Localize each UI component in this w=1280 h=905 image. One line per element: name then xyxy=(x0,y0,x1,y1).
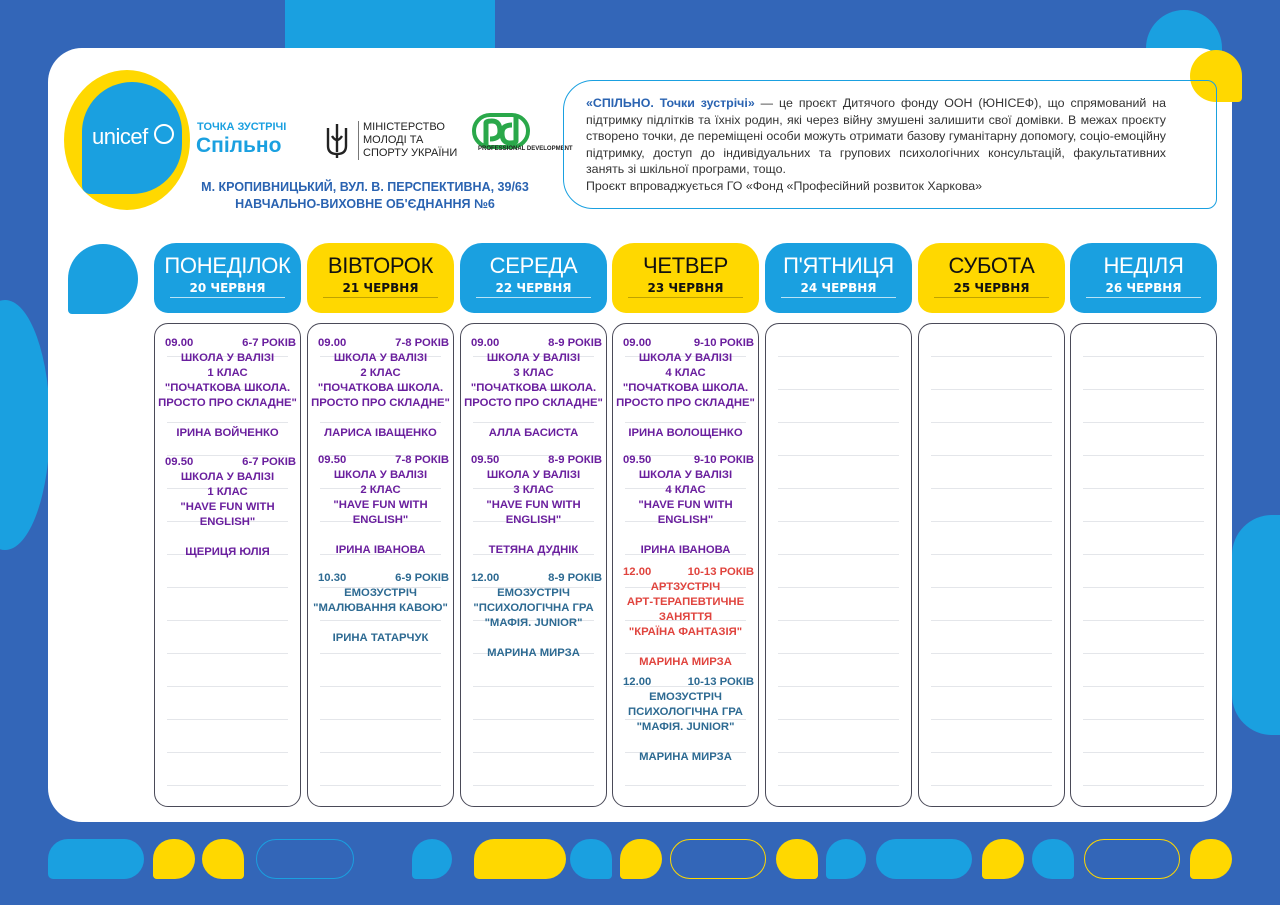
event-line: ENGLISH" xyxy=(199,516,256,528)
event-time: 12.00 xyxy=(471,572,500,584)
event-age: 6-9 РОКІВ xyxy=(395,572,449,584)
schedule-event xyxy=(613,675,758,765)
event-time-row xyxy=(155,455,300,470)
event-time-row xyxy=(461,453,606,468)
event-line: "ПОЧАТКОВА ШКОЛА. xyxy=(622,382,749,394)
event-line: "ПСИХОЛОГІЧНА ГРА xyxy=(473,602,594,614)
event-line: "ПОЧАТКОВА ШКОЛА. xyxy=(164,382,291,394)
event-line: АРТ-ТЕРАПЕВТИЧНЕ xyxy=(626,596,745,608)
event-line: ШКОЛА У ВАЛІЗІ xyxy=(180,352,275,364)
day-name: ЧЕТВЕР xyxy=(643,253,728,278)
event-age: 10-13 РОКІВ xyxy=(687,676,754,688)
day-date: 22 ЧЕРВНЯ xyxy=(476,281,591,298)
decor-left-bubble xyxy=(68,244,138,314)
project-implementer: Проєкт впроваджується ГО «Фонд «Професійний розвиток Харкова» xyxy=(586,178,983,193)
schedule-event xyxy=(308,453,453,558)
event-line: ШКОЛА У ВАЛІЗІ xyxy=(486,469,581,481)
decor-shape xyxy=(776,839,818,879)
schedule-event xyxy=(155,455,300,560)
event-time-row xyxy=(308,336,453,351)
event-time-row xyxy=(613,453,758,468)
event-line: "HAVE FUN WITH xyxy=(486,499,581,511)
decor-shape xyxy=(412,839,452,879)
event-line: 4 КЛАС xyxy=(665,484,706,496)
event-line: 2 КЛАС xyxy=(360,367,401,379)
event-teacher: ІРИНА ВОЙЧЕНКО xyxy=(176,427,279,439)
day-header xyxy=(307,243,454,313)
event-line: 3 КЛАС xyxy=(513,484,554,496)
day-column xyxy=(612,323,759,807)
schedule-event xyxy=(613,453,758,558)
schedule-event xyxy=(308,571,453,646)
event-line: ШКОЛА У ВАЛІЗІ xyxy=(180,471,275,483)
decor-shape xyxy=(48,839,144,879)
event-teacher: МАРИНА МИРЗА xyxy=(487,647,580,659)
event-teacher: ІРИНА ІВАНОВА xyxy=(335,544,426,556)
event-time-row xyxy=(308,571,453,586)
address-line-1: М. КРОПИВНИЦЬКИЙ, ВУЛ. В. ПЕРСПЕКТИВНА, 39/63 xyxy=(201,180,529,194)
unicef-logo-text: unicef xyxy=(92,124,148,149)
day-column xyxy=(765,323,912,807)
event-time-row xyxy=(155,336,300,351)
event-line: ENGLISH" xyxy=(657,514,714,526)
event-teacher: МАРИНА МИРЗА xyxy=(639,656,732,668)
event-line: "МАФІЯ. JUNIOR" xyxy=(636,721,735,733)
schedule-event xyxy=(613,565,758,670)
day-date: 20 ЧЕРВНЯ xyxy=(170,281,285,298)
event-line: ПРОСТО ПРО СКЛАДНЕ" xyxy=(158,397,297,409)
schedule-event xyxy=(461,453,606,558)
event-line: ПРОСТО ПРО СКЛАДНЕ" xyxy=(616,397,755,409)
event-line: ПРОСТО ПРО СКЛАДНЕ" xyxy=(311,397,450,409)
day-name: НЕДІЛЯ xyxy=(1103,253,1184,278)
day-name: ВІВТОРОК xyxy=(327,253,434,278)
event-line: "HAVE FUN WITH xyxy=(638,499,733,511)
event-line: ENGLISH" xyxy=(505,514,562,526)
event-teacher: МАРИНА МИРЗА xyxy=(639,751,732,763)
day-date: 25 ЧЕРВНЯ xyxy=(934,281,1049,298)
decor-top-blob xyxy=(285,0,495,50)
day-header xyxy=(612,243,759,313)
event-time-row xyxy=(461,571,606,586)
event-time: 09.50 xyxy=(318,454,347,466)
event-time-row xyxy=(461,336,606,351)
event-time-row xyxy=(613,336,758,351)
event-line: "КРАЇНА ФАНТАЗІЯ" xyxy=(628,626,743,638)
event-line: ПСИХОЛОГІЧНА ГРА xyxy=(628,706,743,718)
event-line: ШКОЛА У ВАЛІЗІ xyxy=(638,469,733,481)
decor-shape xyxy=(474,839,566,879)
project-description xyxy=(563,80,1217,209)
event-teacher: ТЕТЯНА ДУДНІК xyxy=(488,544,579,556)
day-header xyxy=(1070,243,1217,313)
event-line: ENGLISH" xyxy=(352,514,409,526)
event-line: "ПОЧАТКОВА ШКОЛА. xyxy=(470,382,597,394)
project-name: «СПІЛЬНО. Точки зустрічі» xyxy=(586,96,755,110)
event-line: ПРОСТО ПРО СКЛАДНЕ" xyxy=(464,397,603,409)
event-teacher: ІРИНА ВОЛОЩЕНКО xyxy=(628,427,743,439)
day-header xyxy=(154,243,301,313)
event-time: 09.00 xyxy=(471,337,500,349)
event-time: 09.50 xyxy=(471,454,500,466)
event-line: ЕМОЗУСТРІЧ xyxy=(497,587,570,599)
event-time-row xyxy=(613,565,758,580)
event-teacher: ІРИНА ІВАНОВА xyxy=(640,544,731,556)
event-line: ЕМОЗУСТРІЧ xyxy=(649,691,722,703)
day-name: СУБОТА xyxy=(948,253,1035,278)
decor-shape xyxy=(876,839,972,879)
event-line: ШКОЛА У ВАЛІЗІ xyxy=(638,352,733,364)
day-header xyxy=(460,243,607,313)
day-name: СЕРЕДА xyxy=(489,253,578,278)
event-line: ШКОЛА У ВАЛІЗІ xyxy=(333,469,428,481)
day-column xyxy=(918,323,1065,807)
event-time: 12.00 xyxy=(623,566,652,578)
decor-shape xyxy=(826,839,866,879)
event-line: ЗАНЯТТЯ xyxy=(658,611,713,623)
event-time-row xyxy=(308,453,453,468)
schedule-event xyxy=(461,571,606,661)
event-time: 09.00 xyxy=(623,337,652,349)
decor-shape xyxy=(982,839,1024,879)
event-line: АРТЗУСТРІЧ xyxy=(650,581,721,593)
event-time: 09.50 xyxy=(165,456,194,468)
event-line: 1 КЛАС xyxy=(207,367,248,379)
event-teacher: ЩЕРИЦЯ ЮЛІЯ xyxy=(185,546,270,558)
day-date: 24 ЧЕРВНЯ xyxy=(781,281,896,298)
event-line: "ПОЧАТКОВА ШКОЛА. xyxy=(317,382,444,394)
address-block xyxy=(190,179,540,213)
pd-logo-text: PROFESSIONAL DEVELOPMENT xyxy=(478,146,573,152)
day-date: 26 ЧЕРВНЯ xyxy=(1086,281,1201,298)
schedule-event xyxy=(461,336,606,441)
day-name: ПОНЕДІЛОК xyxy=(164,253,291,278)
event-age: 8-9 РОКІВ xyxy=(548,572,602,584)
decor-shape xyxy=(1032,839,1074,879)
event-teacher: АЛЛА БАСИСТА xyxy=(488,427,579,439)
brand-title: Спільно xyxy=(196,134,282,157)
event-age: 8-9 РОКІВ xyxy=(548,337,602,349)
day-header xyxy=(765,243,912,313)
decor-shape xyxy=(1084,839,1180,879)
decor-right-circle xyxy=(1232,515,1280,735)
event-line: 1 КЛАС xyxy=(207,486,248,498)
event-age: 7-8 РОКІВ xyxy=(395,454,449,466)
pd-logo-icon xyxy=(472,113,530,163)
day-column xyxy=(307,323,454,807)
event-line: ШКОЛА У ВАЛІЗІ xyxy=(333,352,428,364)
event-line: 2 КЛАС xyxy=(360,484,401,496)
event-age: 9-10 РОКІВ xyxy=(693,337,754,349)
trident-icon xyxy=(324,122,350,160)
decor-shape xyxy=(670,839,766,879)
decor-shape xyxy=(256,839,354,879)
event-time: 09.50 xyxy=(623,454,652,466)
day-column xyxy=(460,323,607,807)
day-column xyxy=(154,323,301,807)
event-line: "МАЛЮВАННЯ КАВОЮ" xyxy=(313,602,448,614)
event-time: 10.30 xyxy=(318,572,347,584)
event-teacher: ЛАРИСА ІВАЩЕНКО xyxy=(324,427,437,439)
event-age: 10-13 РОКІВ xyxy=(687,566,754,578)
ministry-logo-text: МІНІСТЕРСТВО МОЛОДІ ТА СПОРТУ УКРАЇНИ xyxy=(358,121,463,160)
brand-subtitle: ТОЧКА ЗУСТРІЧІ xyxy=(197,121,287,133)
globe-icon xyxy=(154,124,174,144)
event-line: "МАФІЯ. JUNIOR" xyxy=(484,617,583,629)
event-line: ЕМОЗУСТРІЧ xyxy=(344,587,417,599)
event-teacher: ІРИНА ТАТАРЧУК xyxy=(332,632,429,644)
decor-shape xyxy=(153,839,195,879)
event-age: 6-7 РОКІВ xyxy=(242,456,296,468)
event-line: ШКОЛА У ВАЛІЗІ xyxy=(486,352,581,364)
schedule-event xyxy=(308,336,453,441)
event-age: 7-8 РОКІВ xyxy=(395,337,449,349)
event-line: "HAVE FUN WITH xyxy=(333,499,428,511)
event-time: 12.00 xyxy=(623,676,652,688)
event-age: 6-7 РОКІВ xyxy=(242,337,296,349)
event-time-row xyxy=(613,675,758,690)
address-line-2: НАВЧАЛЬНО-ВИХОВНЕ ОБ'ЄДНАННЯ №6 xyxy=(235,197,495,211)
project-text: — це проєкт Дитячого фонду ООН (ЮНІСЕФ), що спрямований на підтримку підлітків та їхніх родин, які через війну змушені залишити свої домівки. В межах проєкту створено точки, де переміщені особи можуть отримати базову гуманітарну допомогу, соціо-емоційну підтримку, доступ до індивідуальних та групових психологічних консультацій, факультативних занять зі шкільної програми, тощо. xyxy=(586,96,1166,176)
decor-left-circle xyxy=(0,300,50,550)
day-date: 21 ЧЕРВНЯ xyxy=(323,281,438,298)
event-line: "HAVE FUN WITH xyxy=(180,501,275,513)
event-age: 9-10 РОКІВ xyxy=(693,454,754,466)
decor-shape xyxy=(202,839,244,879)
event-time: 09.00 xyxy=(165,337,194,349)
day-name: П'ЯТНИЦЯ xyxy=(783,253,894,278)
event-time: 09.00 xyxy=(318,337,347,349)
day-column xyxy=(1070,323,1217,807)
day-header xyxy=(918,243,1065,313)
decor-shape xyxy=(1190,839,1232,879)
event-line: 4 КЛАС xyxy=(665,367,706,379)
event-age: 8-9 РОКІВ xyxy=(548,454,602,466)
event-line: 3 КЛАС xyxy=(513,367,554,379)
schedule-event xyxy=(155,336,300,441)
decor-shape xyxy=(570,839,612,879)
schedule-event xyxy=(613,336,758,441)
day-date: 23 ЧЕРВНЯ xyxy=(628,281,743,298)
decor-shape xyxy=(620,839,662,879)
